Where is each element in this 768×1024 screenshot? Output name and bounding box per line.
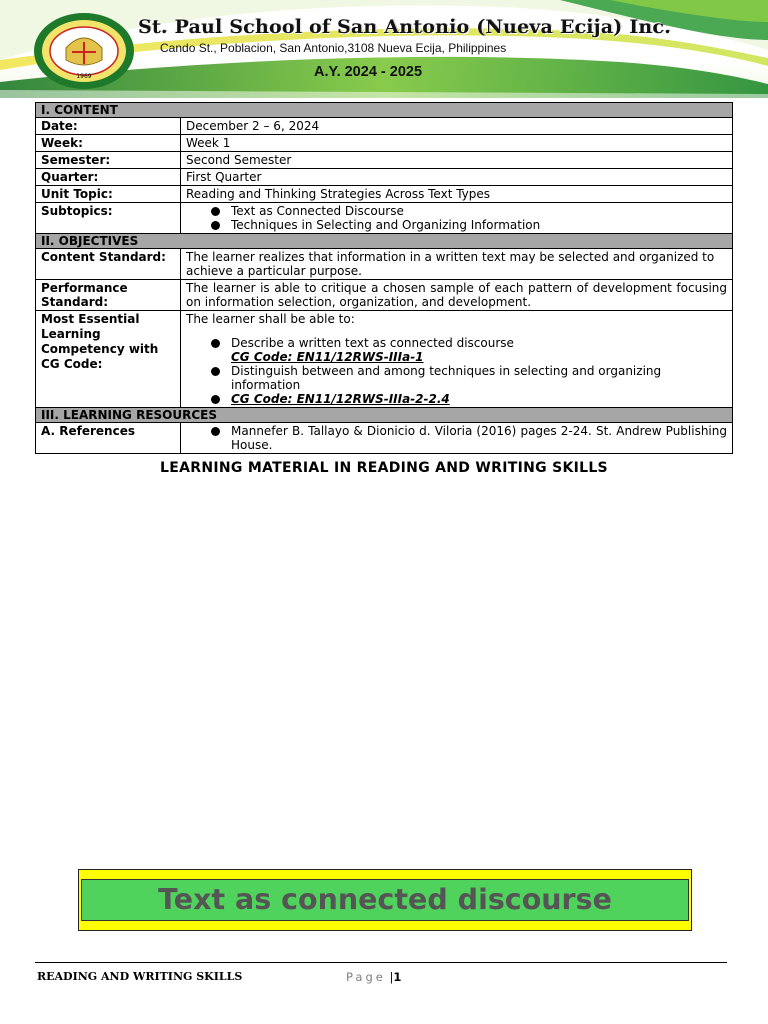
row-value: Reading and Thinking Strategies Across Text Types xyxy=(181,186,733,203)
list-item: Text as Connected Discourse xyxy=(211,204,727,218)
row-label: Performance Standard: xyxy=(36,280,181,311)
table-row xyxy=(36,118,733,135)
row-label: Week: xyxy=(36,135,181,152)
topic-banner: Text as connected discourse xyxy=(81,879,689,921)
table-row xyxy=(36,423,733,454)
table-row xyxy=(36,152,733,169)
table-row xyxy=(36,249,733,280)
section-header-resources: III. LEARNING RESOURCES xyxy=(36,408,733,423)
header-banner xyxy=(0,0,768,98)
row-label: Most Essential Learning Competency with CG Code: xyxy=(36,311,181,408)
section-header-objectives: II. OBJECTIVES xyxy=(36,234,733,249)
list-item: Describe a written text as connected discourse CG Code: EN11/12RWS-IIIa-1 xyxy=(211,336,727,364)
bullet-icon xyxy=(211,367,220,376)
table-row xyxy=(36,186,733,203)
performance-standard: The learner is able to critique a chosen sample of each pattern of development focusing on information selection, organization, and development. xyxy=(181,280,733,311)
bullet-icon xyxy=(211,221,220,230)
content-standard: The learner realizes that information in a written text may be selected and organized to achieve a particular purpose. xyxy=(181,249,733,280)
footer-divider xyxy=(35,962,727,963)
list-item: Techniques in Selecting and Organizing Information xyxy=(211,218,727,232)
references-cell xyxy=(181,423,733,454)
competency-list xyxy=(186,336,727,406)
cg-code: CG Code: EN11/12RWS-IIIa-2-2.4 xyxy=(231,392,450,406)
footer-page-number xyxy=(346,970,401,984)
bullet-icon xyxy=(211,339,220,348)
table-row xyxy=(36,311,733,408)
page-separator: | xyxy=(389,970,394,984)
bullet-icon xyxy=(211,207,220,216)
page-number: 1 xyxy=(393,970,402,984)
subtopics-cell xyxy=(181,203,733,234)
bullet-icon xyxy=(211,395,220,404)
lesson-plan-table xyxy=(35,102,733,454)
cg-code: CG Code: EN11/12RWS-IIIa-1 xyxy=(231,350,424,364)
bullet-icon xyxy=(211,427,220,436)
row-label: Date: xyxy=(36,118,181,135)
competency-intro: The learner shall be able to: xyxy=(186,312,355,326)
competency-cell xyxy=(181,311,733,408)
svg-text:1969: 1969 xyxy=(76,73,92,80)
row-label: Subtopics: xyxy=(36,203,181,234)
footer-subject: READING AND WRITING SKILLS xyxy=(37,970,243,983)
topic-banner-frame xyxy=(78,869,692,931)
row-label: Quarter: xyxy=(36,169,181,186)
table-row xyxy=(36,280,733,311)
row-value: Week 1 xyxy=(181,135,733,152)
table-row xyxy=(36,169,733,186)
school-seal-logo xyxy=(32,12,136,90)
table-row xyxy=(36,203,733,234)
academic-year: A.Y. 2024 - 2025 xyxy=(314,64,423,80)
row-value: Second Semester xyxy=(181,152,733,169)
list-item xyxy=(211,392,727,406)
school-address: Cando St., Poblacion, San Antonio,3108 Nueva Ecija, Philippines xyxy=(160,41,507,55)
row-label: A. References xyxy=(36,423,181,454)
row-value: First Quarter xyxy=(181,169,733,186)
section-header-content: I. CONTENT xyxy=(36,103,733,118)
row-value: December 2 – 6, 2024 xyxy=(181,118,733,135)
learning-material-title: LEARNING MATERIAL IN READING AND WRITING SKILLS xyxy=(160,460,608,476)
list-item: Distinguish between and among techniques in selecting and organizing information xyxy=(211,364,727,392)
references-list xyxy=(186,424,727,452)
school-name: St. Paul School of San Antonio (Nueva Ecija) Inc. xyxy=(138,16,671,38)
row-label: Unit Topic: xyxy=(36,186,181,203)
subtopics-list xyxy=(186,204,727,232)
row-label: Content Standard: xyxy=(36,249,181,280)
list-item: Mannefer B. Tallayo & Dionicio d. Viloria (2016) pages 2-24. St. Andrew Publishing House. xyxy=(211,424,727,452)
page-word: Page xyxy=(346,970,386,984)
row-label: Semester: xyxy=(36,152,181,169)
table-row xyxy=(36,135,733,152)
